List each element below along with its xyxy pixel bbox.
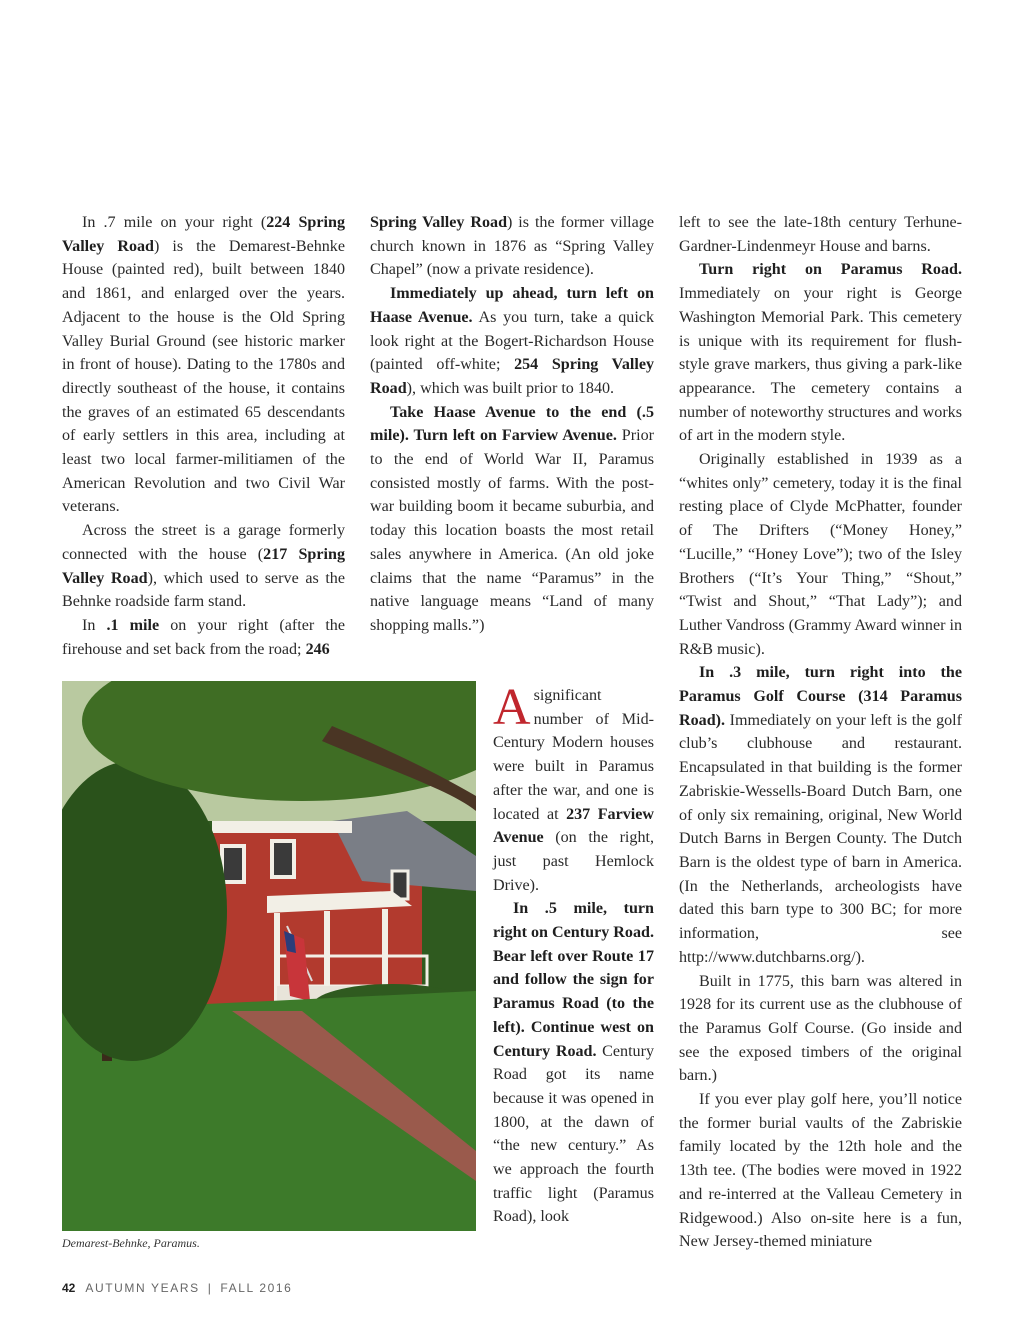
window bbox=[272, 841, 294, 877]
paragraph: Asignificant number of Mid-Century Modern houses were built in Paramus after the war, and one is located at 237 Farview Avenue (on the right, just past Hemlock Drive). bbox=[493, 679, 654, 894]
house-photo-illustration bbox=[62, 681, 476, 1231]
column-3 bbox=[679, 211, 962, 1254]
issue-date: FALL 2016 bbox=[220, 1281, 293, 1295]
column-2 bbox=[370, 211, 654, 638]
paragraph: In .3 mile, turn right into the Paramus Golf Course (314 Paramus Road). Immediately on your left is the golf club’s clubhouse and restaurant. Encapsulated in that building is the former Zabriskie-Wessells-Board Dutch Barn, one of only six remaining, original, New World Dutch Barns in Bergen County. The Dutch Barn is the oldest type of barn in America. (In the Netherlands, archeologists have dated this barn type to 300 BC; for more information, see http://www.dutchbarns.org/). bbox=[679, 664, 962, 966]
paragraph: In .5 mile, turn right on Century Road. Bear left over Route 17 and follow the sign for Paramus Road (to the left). Continue west on Century Road. Century Road got its name because it was opened in 1800, at the dawn of “the new century.” As we approach the fourth traffic light (Paramus Road), look bbox=[493, 900, 654, 1226]
paragraph: Originally established in 1939 as a “whites only” cemetery, today it is the final resting place of Clyde McPhatter, founder of The Drifters (“Money Honey,” “Lucille,” “Honey Love”); two of the Isley Brothers (“It’s Your Thing,” “Shout,” “Twist and Shout,” “That Lady”); and Luther Vandross (Grammy Award winner in R&B music). bbox=[679, 451, 962, 658]
paragraph: left to see the late-18th century Terhune-Gardner-Lindenmeyr House and barns. bbox=[679, 214, 962, 255]
house-photo bbox=[62, 681, 476, 1231]
paragraph: Spring Valley Road) is the former village church known in 1876 as “Spring Valley Chapel” (now a private residence). bbox=[370, 214, 654, 279]
window bbox=[222, 846, 244, 882]
magazine-name: AUTUMN YEARS bbox=[85, 1281, 200, 1295]
eave-trim bbox=[212, 821, 352, 833]
paragraph: If you ever play golf here, you’ll notice the former burial vaults of the Zabriskie family located by the 12th hole and the 13th tee. (The bodies were moved in 1922 and re-interred at the Valleau Cemetery in Ridgewood.) Also on-site here is a fun, New Jersey-themed miniature bbox=[679, 1091, 962, 1251]
paragraph: Across the street is a garage formerly connected with the house (217 Spring Valley Road), which used to serve as the Behnke roadside farm stand. bbox=[62, 522, 346, 611]
column-2-continued bbox=[493, 679, 654, 1229]
paragraph: In .1 mile on your right (after the firehouse and set back from the road; 246 bbox=[62, 616, 345, 658]
paragraph: Built in 1775, this barn was altered in 1928 for its current use as the clubhouse of the Paramus Golf Course. (Go inside and see the exposed timbers of the original barn.) bbox=[679, 972, 962, 1085]
paragraph: Turn right on Paramus Road. Immediately on your right is George Washington Memorial Park. This cemetery is unique with its requirement for flush-style grave markers, thus giving a park-like appearance. The cemetery contains a number of noteworthy structures and works of art in the modern style. bbox=[679, 261, 962, 445]
paragraph: Immediately up ahead, turn left on Haase Avenue. As you turn, take a quick look right at the Bogert-Richardson House (painted off-white; 254 Spring Valley Road), which was built prior to 1840. bbox=[370, 285, 655, 397]
page-number: 42 bbox=[62, 1281, 76, 1295]
page-footer bbox=[62, 1281, 292, 1295]
drop-cap: A bbox=[493, 679, 531, 736]
column-1 bbox=[62, 211, 345, 661]
paragraph: Take Haase Avenue to the end (.5 mile). Turn left on Farview Avenue. Prior to the end of World War II, Paramus consisted mostly of farms. With the post-war building boom it became suburbia, and today this location boasts the most retail sales anywhere in America. (An old joke claims that the name “Paramus” in the native language means “Land of many shopping malls.”) bbox=[370, 403, 654, 634]
footer-separator: | bbox=[207, 1281, 213, 1295]
paragraph: In .7 mile on your right (224 Spring Valley Road) is the Demarest-Behnke House (painted red), built between 1840 and 1861, and enlarged over the years. Adjacent to the house is the Old Spring Valley Burial Ground (see historic marker in front of house). Dating to the 1780s and directly southeast of the house, it contains the graves of an estimated 65 descendants of early settlers in this area, including at least two local farmer-militiamen of the American Revolution and two Civil War veterans. bbox=[62, 214, 346, 516]
photo-caption: Demarest-Behnke, Paramus. bbox=[62, 1236, 200, 1250]
